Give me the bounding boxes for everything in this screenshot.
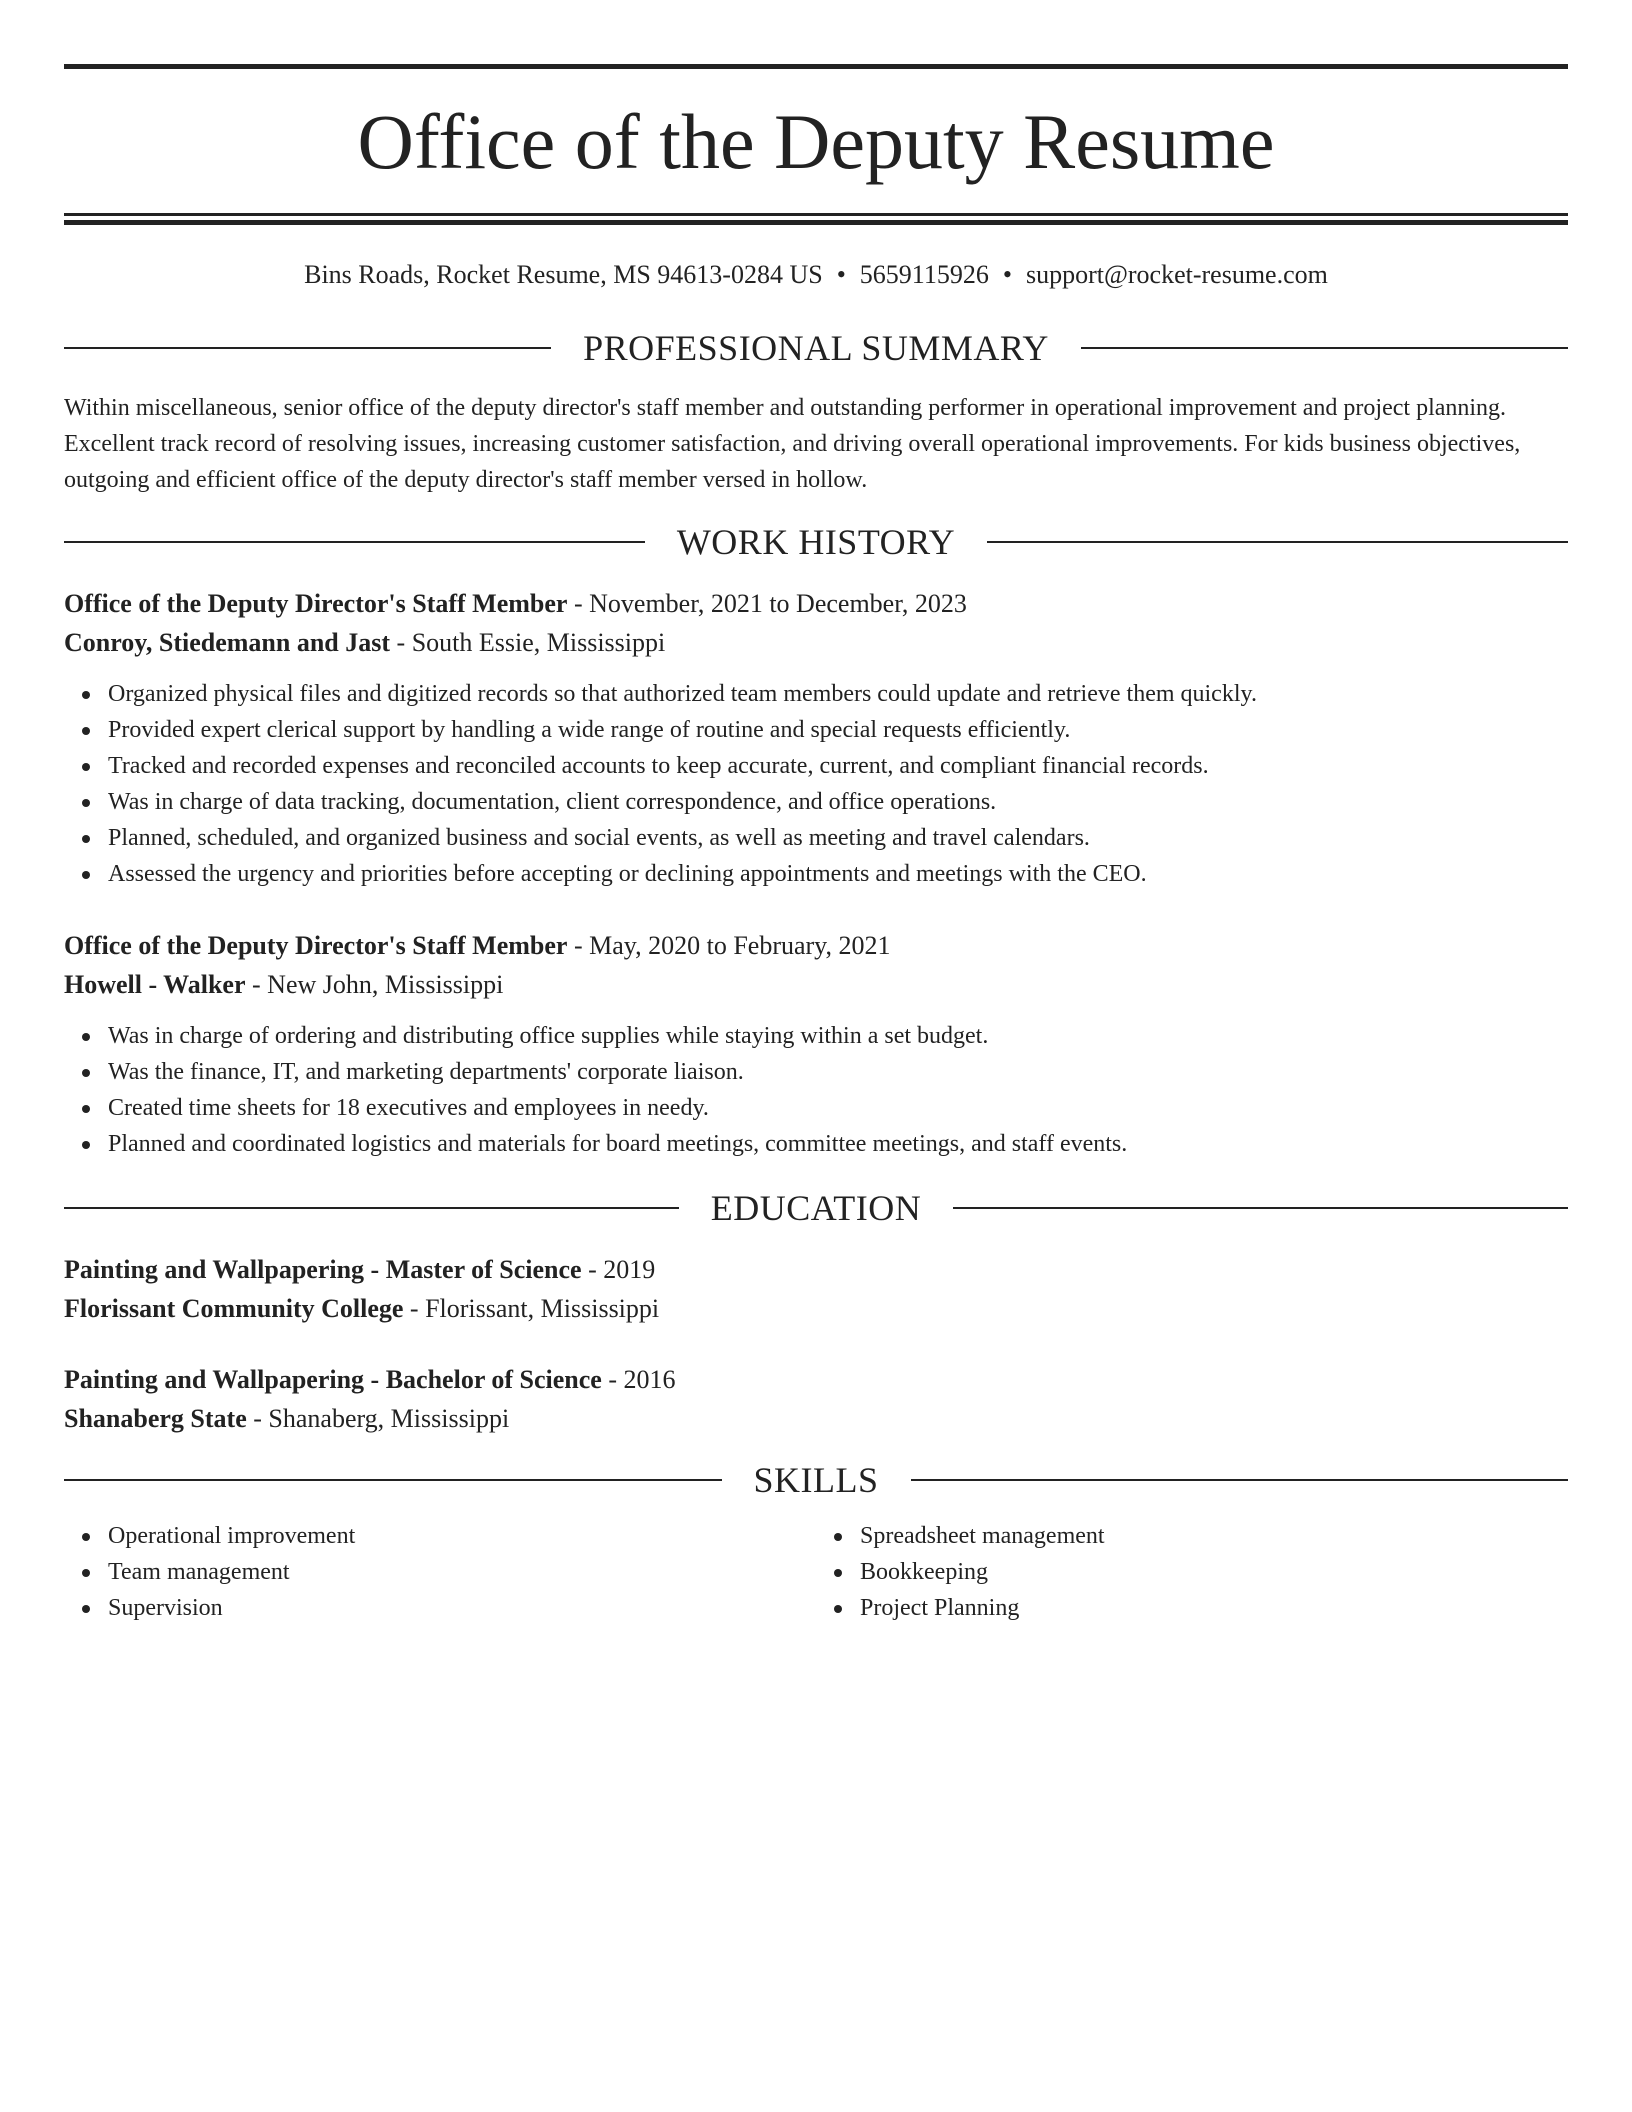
education-location: - Florissant, Mississippi (403, 1294, 660, 1324)
section-rule-right (953, 1207, 1568, 1209)
section-header-education (64, 1188, 1568, 1229)
skills-column-right (816, 1518, 1568, 1626)
skill-item: Team management (108, 1554, 816, 1590)
job-bullet: Was in charge of data tracking, documentation, client correspondence, and office operations. (108, 784, 1568, 820)
education-degree-line (64, 1360, 1568, 1399)
section-rule-left (64, 347, 551, 349)
job-title: Office of the Deputy Director's Staff Member (64, 589, 568, 619)
job-entry (64, 584, 1568, 892)
section-title-skills: SKILLS (753, 1460, 879, 1501)
education-location: - Shanaberg, Mississippi (246, 1404, 510, 1434)
education-school: Shanaberg State (64, 1404, 247, 1434)
job-company: Conroy, Stiedemann and Jast (64, 628, 391, 658)
contact-separator: • (1002, 260, 1012, 289)
skills-list (64, 1518, 1568, 1626)
section-title-summary: PROFESSIONAL SUMMARY (583, 328, 1049, 369)
page-title: Office of the Deputy Resume (357, 98, 1275, 185)
job-bullet: Was in charge of ordering and distributing office supplies while staying within a set budget. (108, 1018, 1568, 1054)
job-dates: - November, 2021 to December, 2023 (567, 589, 967, 619)
education-degree: Painting and Wallpapering - Bachelor of Science (64, 1365, 602, 1395)
education-school: Florissant Community College (64, 1294, 404, 1324)
contact-phone: 5659115926 (859, 260, 989, 289)
skill-item: Spreadsheet management (860, 1518, 1568, 1554)
education-school-line (64, 1399, 1568, 1438)
education-year: - 2016 (601, 1365, 676, 1395)
top-rule (64, 64, 1568, 69)
job-bullet: Planned and coordinated logistics and materials for board meetings, committee meetings, and staff events. (108, 1126, 1568, 1162)
job-bullet: Assessed the urgency and priorities before accepting or declining appointments and meetings with the CEO. (108, 856, 1568, 892)
job-company: Howell - Walker (64, 970, 246, 1000)
job-bullet: Organized physical files and digitized records so that authorized team members could update and retrieve them quickly. (108, 676, 1568, 712)
job-location: - South Essie, Mississippi (390, 628, 666, 658)
education-degree-line (64, 1250, 1568, 1289)
job-bullet: Provided expert clerical support by handling a wide range of routine and special requests efficiently. (108, 712, 1568, 748)
skill-item: Operational improvement (108, 1518, 816, 1554)
section-rule-left (64, 1479, 722, 1481)
section-rule-left (64, 541, 645, 543)
section-title-education: EDUCATION (710, 1188, 922, 1229)
education-entry (64, 1250, 1568, 1328)
section-rule-right (911, 1479, 1569, 1481)
job-location: - New John, Mississippi (245, 970, 504, 1000)
education-entry (64, 1360, 1568, 1438)
job-bullets (64, 1018, 1568, 1162)
skill-item: Project Planning (860, 1590, 1568, 1626)
job-bullet: Planned, scheduled, and organized business and social events, as well as meeting and travel calendars. (108, 820, 1568, 856)
section-rule-left (64, 1207, 679, 1209)
section-rule-right (1081, 347, 1568, 349)
job-title-line (64, 926, 1568, 965)
skill-item: Supervision (108, 1590, 816, 1626)
job-bullet: Was the finance, IT, and marketing departments' corporate liaison. (108, 1054, 1568, 1090)
education-year: - 2019 (581, 1255, 656, 1285)
job-entry (64, 926, 1568, 1162)
job-title: Office of the Deputy Director's Staff Member (64, 931, 568, 961)
contact-line (64, 259, 1568, 290)
contact-address: Bins Roads, Rocket Resume, MS 94613-0284 US (304, 260, 823, 289)
job-dates: - May, 2020 to February, 2021 (567, 931, 891, 961)
section-header-skills (64, 1460, 1568, 1501)
summary-text: Within miscellaneous, senior office of the deputy director's staff member and outstanding performer in operational improvement and project planning. Excellent track record of resolving issues, increasing customer satisfaction, and driving overall operational improvements. For kids business objectives, outgoing and efficient office of the deputy director's staff member versed in hollow. (64, 395, 1521, 494)
skills-column-left (64, 1518, 816, 1626)
section-header-summary (64, 328, 1568, 369)
job-company-line (64, 965, 1568, 1004)
skill-item: Bookkeeping (860, 1554, 1568, 1590)
contact-email: support@rocket-resume.com (1025, 260, 1328, 289)
section-title-work: WORK HISTORY (676, 522, 956, 563)
job-bullets (64, 676, 1568, 892)
job-company-line (64, 623, 1568, 662)
job-bullet: Created time sheets for 18 executives and employees in needy. (108, 1090, 1568, 1126)
title-double-rule (64, 213, 1568, 225)
contact-separator: • (836, 260, 846, 289)
section-header-work (64, 522, 1568, 563)
education-degree: Painting and Wallpapering - Master of Science (64, 1255, 582, 1285)
job-title-line (64, 584, 1568, 623)
education-school-line (64, 1289, 1568, 1328)
section-rule-right (987, 541, 1568, 543)
job-bullet: Tracked and recorded expenses and reconciled accounts to keep accurate, current, and compliant financial records. (108, 748, 1568, 784)
